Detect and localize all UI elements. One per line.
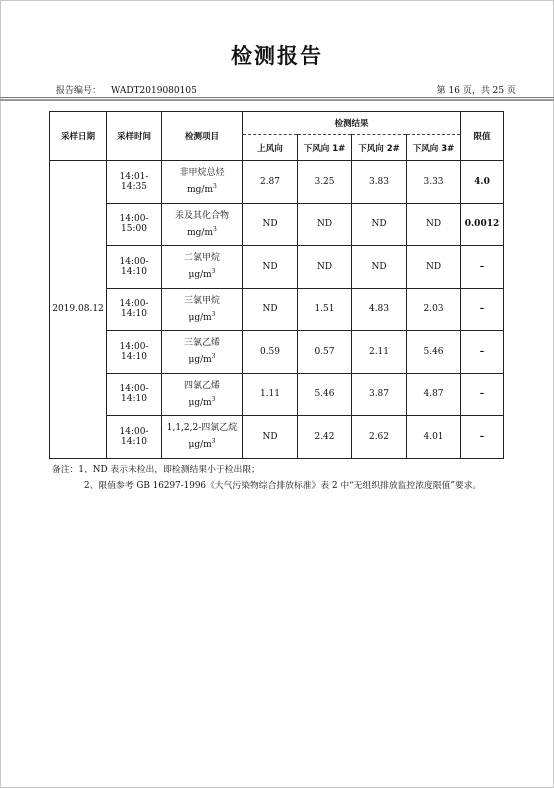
cell-time: 14:00-14:10	[107, 246, 162, 289]
note-1: 备注：1、ND 表示未检出，即检测结果小于检出限；	[52, 465, 260, 475]
results-table	[49, 111, 504, 459]
cell-value: 0.59	[243, 331, 298, 374]
item-name: 1,1,2,2-四氯乙烷	[166, 423, 238, 434]
item-name: 二氯甲烷	[183, 253, 220, 264]
item-name: 非甲烷总烃	[179, 168, 225, 179]
cell-time: 14:01-14:35	[107, 161, 162, 204]
item-unit	[162, 393, 242, 410]
cell-time: 14:00-15:00	[107, 203, 162, 246]
header-results: 检测结果	[243, 112, 461, 135]
cell-time: 14:00-14:10	[107, 373, 162, 416]
unit-exponent: 3	[213, 183, 217, 191]
cell-value: ND	[243, 246, 298, 289]
table-row	[50, 416, 504, 459]
cell-value: ND	[407, 246, 461, 289]
header-item: 检测项目	[162, 112, 243, 161]
note-2: 2、限值参考 GB 16297-1996《大气污染物综合排放标准》表 2 中“无组织排放监控浓度限值”要求。	[84, 481, 482, 491]
cell-value: 4.83	[352, 288, 407, 331]
unit-exponent: 3	[211, 438, 216, 446]
cell-value: 2.11	[352, 331, 407, 374]
cell-value: 1.11	[243, 373, 298, 416]
unit-base: mg/m	[187, 227, 214, 238]
cell-item	[162, 246, 243, 289]
cell-value: 3.33	[407, 161, 461, 204]
unit-exponent: 3	[211, 353, 216, 361]
table-row	[50, 161, 504, 204]
cell-item	[162, 203, 243, 246]
header-upwind: 上风向	[243, 135, 298, 161]
cell-value: 2.87	[243, 161, 298, 204]
header-limit: 限值	[461, 112, 504, 161]
cell-item	[162, 373, 243, 416]
cell-item	[162, 416, 243, 459]
table-body	[50, 161, 504, 459]
table-row	[50, 246, 504, 289]
cell-value: 3.87	[352, 373, 407, 416]
table-row	[50, 331, 504, 374]
cell-value: 5.46	[407, 331, 461, 374]
header-time: 采样时间	[107, 112, 162, 161]
unit-base: mg/m	[187, 185, 214, 196]
cell-item	[162, 161, 243, 204]
cell-value: 1.51	[298, 288, 352, 331]
cell-value: 2.03	[407, 288, 461, 331]
unit-base: μg/m	[188, 355, 212, 366]
document-title: 检测报告	[231, 44, 323, 68]
cell-limit: –	[461, 331, 504, 374]
item-name: 汞及其化合物	[174, 210, 229, 221]
cell-value: 0.57	[298, 331, 352, 374]
header-rule-thick	[0, 99, 554, 101]
cell-value: ND	[352, 246, 407, 289]
cell-value: ND	[243, 416, 298, 459]
cell-value: ND	[243, 288, 298, 331]
table-row	[50, 203, 504, 246]
cell-value: ND	[243, 203, 298, 246]
unit-exponent: 3	[211, 310, 216, 318]
item-unit	[162, 435, 242, 452]
cell-limit: 0.0012	[461, 203, 504, 246]
item-name: 四氯乙烯	[183, 380, 220, 391]
cell-value: 2.62	[352, 416, 407, 459]
table-row	[50, 288, 504, 331]
cell-limit: –	[461, 246, 504, 289]
cell-value: 3.83	[352, 161, 407, 204]
unit-exponent: 3	[211, 395, 216, 403]
page-info: 第 16 页，共 25 页	[436, 86, 516, 96]
cell-time: 14:00-14:10	[107, 416, 162, 459]
unit-base: μg/m	[188, 270, 212, 281]
cell-value: ND	[298, 203, 352, 246]
cell-value: ND	[298, 246, 352, 289]
unit-exponent: 3	[211, 268, 216, 276]
item-unit	[162, 223, 242, 240]
header-downwind-1: 下风向 1#	[298, 135, 352, 161]
item-unit	[162, 180, 242, 197]
header-rule	[0, 97, 554, 98]
unit-base: μg/m	[188, 397, 212, 408]
header-downwind-3: 下风向 3#	[407, 135, 461, 161]
cell-item	[162, 288, 243, 331]
cell-value: 3.25	[298, 161, 352, 204]
cell-value: 2.42	[298, 416, 352, 459]
cell-limit: –	[461, 288, 504, 331]
report-number-label: 报告编号：	[56, 86, 102, 96]
item-name: 三氯乙烯	[183, 338, 220, 349]
header-date: 采样日期	[50, 112, 107, 161]
notes	[52, 462, 481, 494]
report-number	[56, 83, 197, 96]
item-unit	[162, 308, 242, 325]
unit-exponent: 3	[213, 225, 217, 233]
cell-value: 4.87	[407, 373, 461, 416]
cell-time: 14:00-14:10	[107, 288, 162, 331]
unit-base: μg/m	[188, 440, 212, 451]
cell-value: 4.01	[407, 416, 461, 459]
cell-limit: –	[461, 416, 504, 459]
cell-limit: –	[461, 373, 504, 416]
cell-value: 5.46	[298, 373, 352, 416]
table-row	[50, 373, 504, 416]
item-name: 三氯甲烷	[183, 295, 220, 306]
report-number-value: WADT2019080105	[111, 86, 197, 96]
cell-time: 14:00-14:10	[107, 331, 162, 374]
item-unit	[162, 350, 242, 367]
item-unit	[162, 265, 242, 282]
cell-date: 2019.08.12	[50, 161, 107, 459]
unit-base: μg/m	[188, 312, 212, 323]
header-downwind-2: 下风向 2#	[352, 135, 407, 161]
cell-limit: 4.0	[461, 161, 504, 204]
cell-value: ND	[407, 203, 461, 246]
cell-item	[162, 331, 243, 374]
cell-value: ND	[352, 203, 407, 246]
